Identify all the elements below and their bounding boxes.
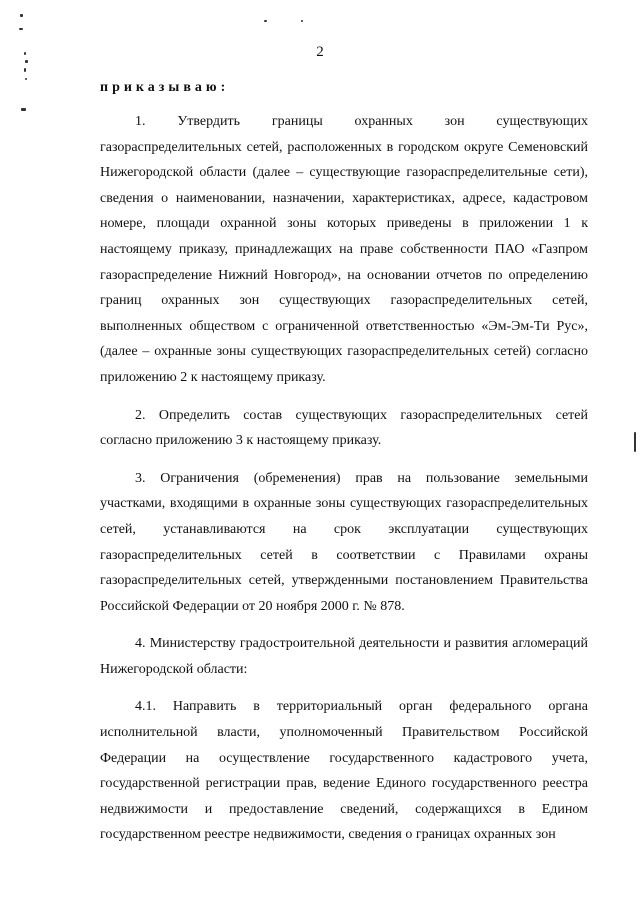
scan-artifact xyxy=(20,14,23,17)
scan-artifact xyxy=(24,68,26,72)
directive-heading: приказываю: xyxy=(100,80,230,95)
document-body xyxy=(100,109,588,860)
page-number: 2 xyxy=(316,44,324,60)
scan-artifact xyxy=(25,78,27,80)
paragraph-4: 4. Министерству градостроительной деятельности и развития агломераций Нижегородской области: xyxy=(100,636,588,677)
scan-artifact xyxy=(634,432,636,452)
paragraph-3: 3. Ограничения (обременения) прав на пользование земельными участками, входящими в охранные зоны существующих газораспределительных сетей, устанавливаются на срок эксплуатации существующих газораспределительных сетей в соответствии с Правилами охраны газораспределительных сетей, утвержденными постановлением Правительства Российской Федерации от 20 ноября 2000 г. № 878. xyxy=(100,470,588,614)
paragraph-2: 2. Определить состав существующих газораспределительных сетей согласно приложению 3 к настоящему приказу. xyxy=(100,407,588,449)
scan-artifact xyxy=(301,20,303,22)
scan-artifact xyxy=(264,20,267,22)
paragraph-1: 1. Утвердить границы охранных зон существующих газораспределительных сетей, расположенных в городском округе Семеновский Нижегородской области (далее – существующие газораспределительные сети), сведения о наименовании, назначении, характеристиках, адресе, кадастровом номере, площади охранной зоны которых приведены в приложении 1 к настоящему приказу, принадлежащих на праве собственности ПАО «Газпром газораспределение Нижний Новгород», на основании отчетов по определению границ охранных зон существующих газораспределительных сетей, выполненных обществом с ограниченной ответственностью «Эм-Эм-Ти Рус», (далее – охранные зоны существующих газораспределительных сетей) согласно приложению 2 к настоящему приказу. xyxy=(100,114,588,385)
scan-artifact xyxy=(19,28,23,30)
scan-artifact xyxy=(21,108,26,111)
paragraph-4-1: 4.1. Направить в территориальный орган федерального органа исполнительной власти, уполномоченный Правительством Российской Федерации на осуществление государственного кадастрового учета, государственной регистрации прав, ведение Единого государственного реестра недвижимости и предоставление сведений, содержащихся в Едином государственном реестре недвижимости, сведения о границах охранных зон xyxy=(100,699,588,843)
